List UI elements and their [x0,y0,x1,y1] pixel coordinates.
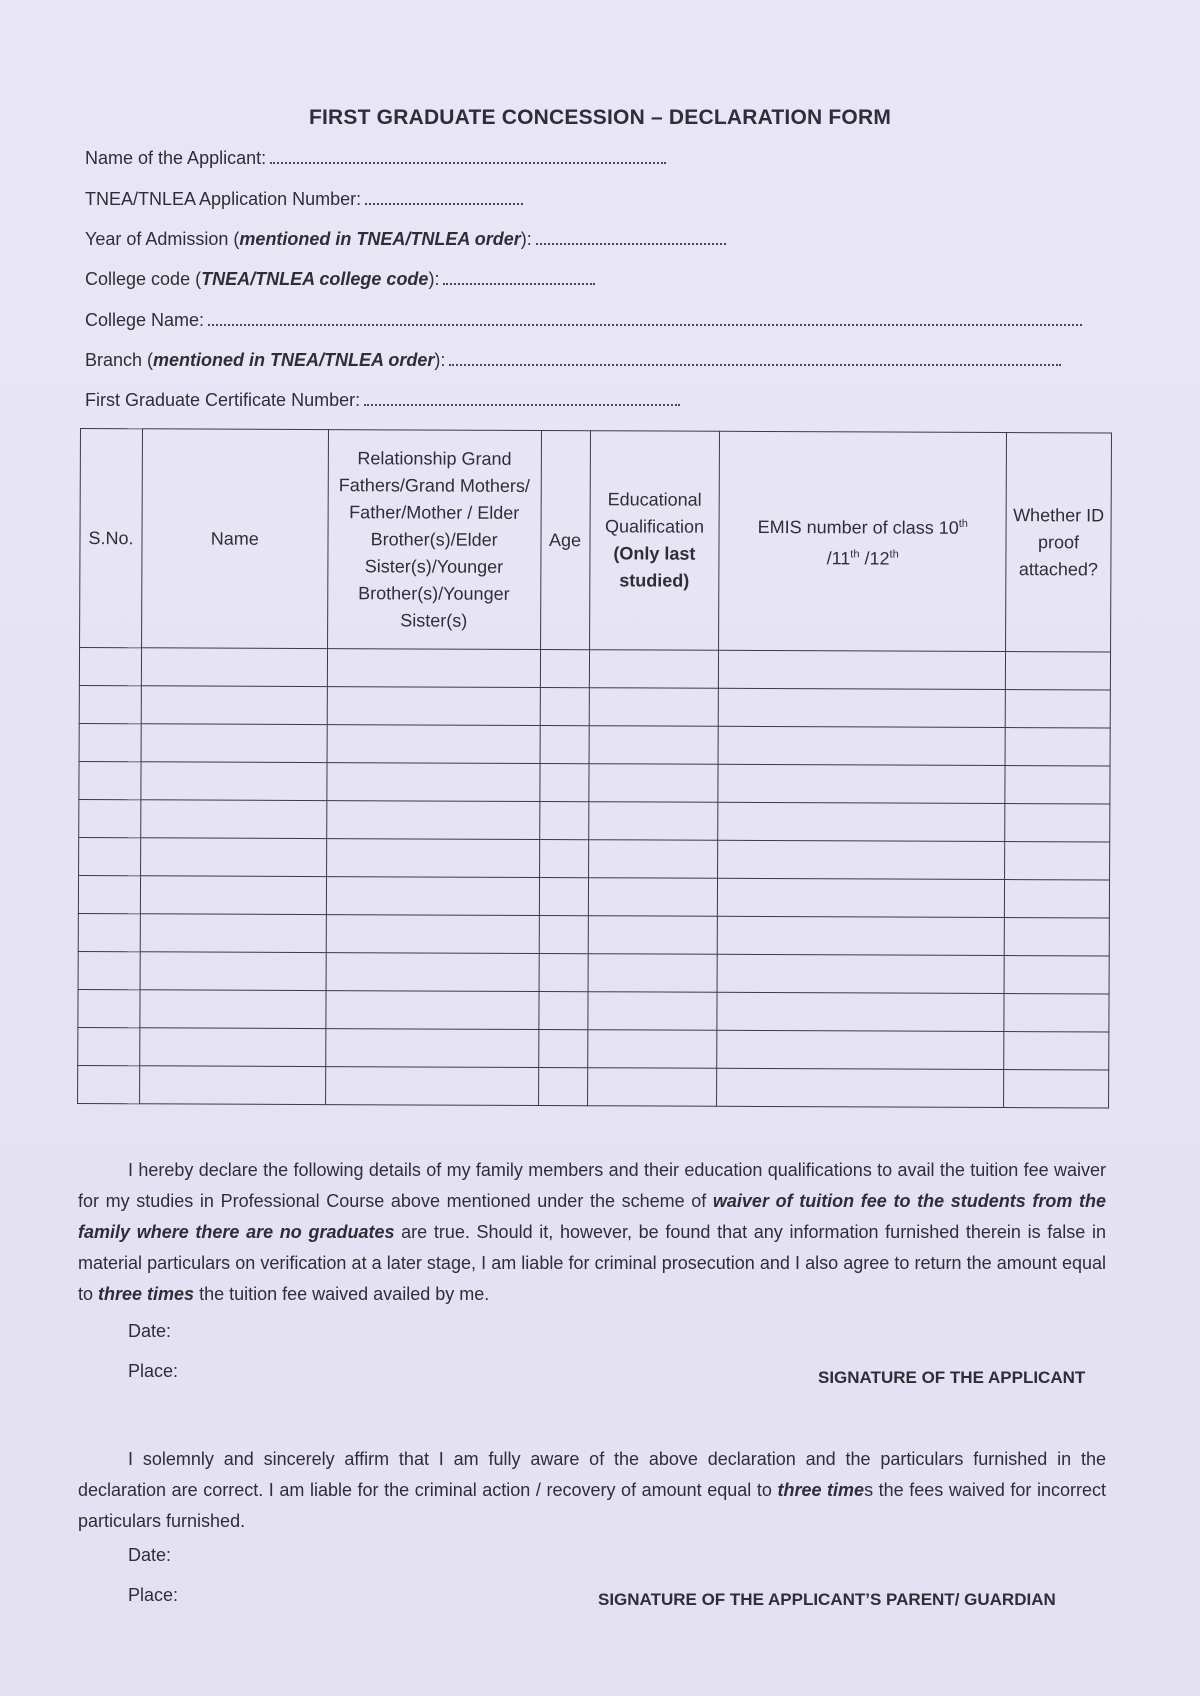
header-relationship: Relationship Grand Fathers/Grand Mothers/ Father/Mother / Elder Brother(s)/Elder Sister(s)/Younger Brother(s)/Younger Sister(s) [327,430,541,650]
application-number-dotted-line[interactable] [365,201,523,205]
branch-field[interactable] [85,350,1061,371]
table-cell[interactable] [141,648,327,687]
table-cell[interactable] [140,876,326,915]
header-emis-text: /12 [859,548,890,569]
table-cell[interactable] [588,954,718,993]
table-cell[interactable] [327,725,540,764]
table-cell[interactable] [1004,956,1109,994]
declaration-text: the tuition fee waived availed by me. [194,1284,490,1304]
table-cell[interactable] [1005,842,1110,880]
table-cell[interactable] [79,723,141,761]
table-cell[interactable] [587,1068,717,1107]
college-code-emphasis: TNEA/TNLEA college code [201,269,429,289]
table-cell[interactable] [539,916,588,954]
table-cell[interactable] [588,764,718,803]
affirmation-text: s the fees waived for incorrect particulars furnished. [78,1480,1107,1531]
table-cell[interactable] [141,762,327,801]
table-cell[interactable] [1005,766,1110,804]
year-dotted-line[interactable] [536,241,726,245]
year-label-emphasis: mentioned in TNEA/TNLEA order [239,229,521,249]
header-id-proof: Whether ID proof attached? [1006,433,1112,652]
table-cell[interactable] [539,878,588,916]
table-cell[interactable] [141,800,327,839]
table-cell[interactable] [140,1028,326,1067]
table-cell[interactable] [78,1027,140,1065]
table-cell[interactable] [588,802,718,841]
table-cell[interactable] [78,875,140,913]
table-cell[interactable] [325,1067,538,1106]
table-cell[interactable] [326,953,539,992]
table-cell[interactable] [140,990,326,1029]
table-cell[interactable] [539,840,588,878]
affirmation-text: I solemnly and sincerely affirm that I am fully aware of the above declaration and the particulars furnished in the declaration are correct. I am liable for the criminal action / recovery of amount equal to [78,1449,1106,1500]
table-cell[interactable] [326,801,539,840]
affirmation-place-label: Place: [128,1585,179,1605]
table-cell[interactable] [78,951,140,989]
table-cell[interactable] [327,649,540,688]
table-cell[interactable] [140,914,326,953]
application-number-field[interactable] [85,189,523,210]
applicant-name-dotted-line[interactable] [270,160,666,164]
table-cell[interactable] [538,992,587,1030]
table-cell[interactable] [589,650,719,689]
table-cell[interactable] [538,1030,587,1068]
family-members-table [77,428,1112,1108]
declaration-date-label: Date: [128,1321,172,1341]
table-cell[interactable] [718,840,1005,879]
table-cell[interactable] [78,913,140,951]
year-of-admission-field[interactable] [85,229,726,250]
guardian-signature-label: SIGNATURE OF THE APPLICANT’S PARENT/ GUARDIAN [598,1590,1056,1609]
table-cell[interactable] [1004,1032,1109,1070]
table-cell[interactable] [540,726,589,764]
table-row [79,761,1110,803]
table-row [78,913,1109,955]
table-cell[interactable] [588,916,718,955]
table-cell[interactable] [539,764,588,802]
header-emis-text: /11 [826,548,851,569]
table-row [79,648,1110,690]
table-row [78,875,1109,917]
table-cell[interactable] [78,1065,140,1103]
table-cell[interactable] [718,916,1005,955]
form-title: FIRST GRADUATE CONCESSION – DECLARATION FORM [308,106,892,129]
table-cell[interactable] [326,915,539,954]
applicant-name-field[interactable] [85,148,666,169]
declaration-emphasis-three-times: three times [98,1284,195,1304]
header-age: Age [540,431,590,650]
header-emis-sup: th [889,548,899,561]
table-cell[interactable] [140,1066,326,1105]
table-cell[interactable] [540,688,589,726]
table-cell[interactable] [588,878,718,917]
header-emis [719,431,1006,651]
applicant-signature-label: SIGNATURE OF THE APPLICANT [818,1368,1086,1387]
table-cell[interactable] [538,1068,587,1106]
table-cell[interactable] [539,802,588,840]
table-cell[interactable] [140,838,326,877]
certificate-number-field[interactable] [85,390,680,411]
table-row [78,951,1109,993]
table-row [78,1065,1109,1107]
college-code-label: College code ( [85,269,202,289]
table-cell[interactable] [79,761,141,799]
college-name-dotted-line[interactable] [208,322,1082,326]
table-cell[interactable] [540,650,589,688]
header-emis-sup: th [850,548,860,561]
table-row [79,837,1110,879]
table-cell[interactable] [718,878,1005,917]
table-cell[interactable] [79,837,141,875]
table-cell[interactable] [327,763,540,802]
table-cell[interactable] [1004,918,1109,956]
table-cell[interactable] [1005,652,1110,690]
table-header-row [80,429,1112,652]
table-row [79,799,1110,841]
table-row [79,685,1110,727]
table-row [78,989,1109,1031]
header-education-note: (Only last studied) [613,543,696,591]
affirmation-paragraph [78,1444,1106,1537]
header-education-text: Educational Qualification [604,489,705,537]
table-cell[interactable] [717,1030,1004,1069]
header-emis-sup: th [958,517,968,530]
table-cell[interactable] [326,877,539,916]
table-cell[interactable] [326,839,539,878]
table-cell[interactable] [140,952,326,991]
certificate-number-dotted-line[interactable] [364,402,680,406]
application-number-label: TNEA/TNLEA Application Number: [85,189,362,209]
table-cell[interactable] [325,1029,538,1068]
table-row [78,1027,1109,1069]
table-cell[interactable] [141,724,327,763]
table-cell[interactable] [1005,690,1110,728]
college-code-label-end: ): [428,269,440,289]
table-cell[interactable] [1005,804,1110,842]
affirmation-date-label: Date: [128,1545,172,1565]
table-cell[interactable] [718,802,1005,841]
table-cell[interactable] [79,648,141,686]
college-name-label: College Name: [85,310,205,330]
table-cell[interactable] [718,726,1005,765]
affirmation-emphasis-three-times: three time [777,1480,865,1500]
college-code-field[interactable] [85,269,595,290]
table-cell[interactable] [79,685,141,723]
table-cell[interactable] [1005,728,1110,766]
declaration-text: are true. Should it, however, be found that any information furnished therein is false in material particulars on verification at a later stage, I am liable for criminal prosecution and I also agree to return the amount equal to [78,1222,1106,1304]
table-row [79,723,1110,765]
header-sno: S.No. [80,429,143,648]
table-cell[interactable] [1004,880,1109,918]
table-cell[interactable] [718,764,1005,803]
declaration-text: I hereby declare the following details of my family members and their education qualifications to avail the tuition fee waiver for my studies in Professional Course above mentioned under the scheme of [78,1160,1106,1211]
header-emis-text: EMIS number of class 10 [757,516,959,538]
table-cell[interactable] [587,992,717,1031]
table-cell[interactable] [78,989,140,1027]
table-cell[interactable] [589,688,719,727]
declaration-emphasis-scheme: waiver of tuition fee to the students from the family where there are no graduates [78,1191,1106,1242]
table-cell[interactable] [588,840,718,879]
table-cell[interactable] [719,650,1006,689]
table-cell[interactable] [1004,994,1109,1032]
table-cell[interactable] [587,1030,717,1069]
college-code-dotted-line[interactable] [443,281,595,285]
table-cell[interactable] [141,686,327,725]
table-cell[interactable] [717,1068,1004,1107]
year-label: Year of Admission ( [85,229,240,249]
table-cell[interactable] [79,799,141,837]
header-name: Name [141,429,328,649]
branch-label-emphasis: mentioned in TNEA/TNLEA order [153,350,435,370]
table-cell[interactable] [717,992,1004,1031]
table-cell[interactable] [327,687,540,726]
branch-label: Branch ( [85,350,154,370]
table-cell[interactable] [717,954,1004,993]
table-cell[interactable] [1004,1070,1109,1108]
branch-label-end: ): [434,350,446,370]
table-cell[interactable] [539,954,588,992]
college-name-field[interactable] [85,310,1082,331]
header-education [589,431,720,651]
declaration-paragraph [78,1155,1106,1310]
table-cell[interactable] [326,991,539,1030]
table-cell[interactable] [589,726,719,765]
declaration-place-label: Place: [128,1361,179,1381]
branch-dotted-line[interactable] [449,362,1061,366]
certificate-number-label: First Graduate Certificate Number: [85,390,361,410]
table-cell[interactable] [719,688,1006,727]
applicant-name-label: Name of the Applicant: [85,148,267,168]
year-label-end: ): [520,229,532,249]
